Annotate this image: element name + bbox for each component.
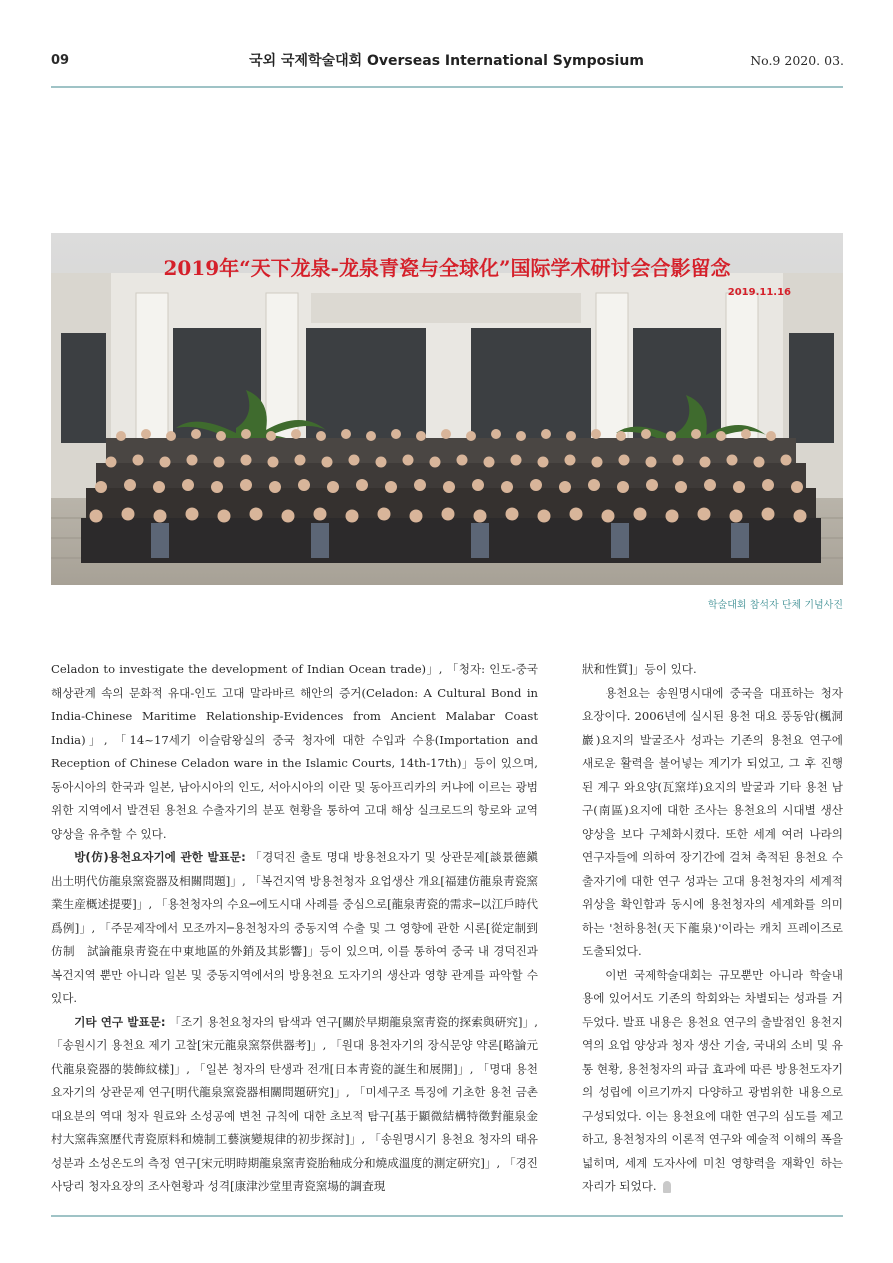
text-column-right — [582, 658, 843, 1199]
photo-banner-text: 2019年“天下龙泉-龙泉青瓷与全球化”国际学术研讨会合影留念 — [163, 256, 731, 280]
paragraph — [51, 846, 538, 1011]
section-lead: 방(仿)용천요자기에 관한 발표문: — [74, 850, 246, 864]
running-title: 국외 국제학술대회 Overseas International Symposium — [249, 53, 644, 69]
paragraph-text: 「경덕진 출토 명대 방용천요자기 및 상관문제[談景德鎭出土明代仿龍泉窯瓷器及相關問題]」, 「복건지역 방용천청자 요업생산 개요[福建仿龍泉靑瓷窯業生産概述提要]」, 「용천청자의 수요─에도시대 사례를 중심으로[龍泉靑瓷的需求─以江戶時代爲例]」, 「주문제작에서 모조까지─용천청자의 중동지역 수출 및 그 영향에 관한 시론[從定制到仿制 試論龍泉靑瓷在中東地區的外銷及其影響]」등이 있으며, 이를 통하여 중국 내 경덕진과 복건지역 뿐만 아니라 일본 및 중동지역에서의 방용천요 도자기의 생산과 영향 관계를 파악할 수 있다. — [51, 850, 538, 1005]
issue-label: No.9 2020. 03. — [750, 53, 844, 68]
page-number: 09 — [51, 53, 70, 68]
paragraph: 용천요는 송원명시대에 중국을 대표하는 청자요장이다. 2006년에 실시된 용천 대요 풍동암(楓洞巖)요지의 발굴조사 성과는 기존의 용천요 연구에 새로운 활력을 불어넣는 계기가 되었고, 그 후 진행된 계구 와요양(瓦窯垟)요지의 발굴과 기타 용천 남구(南區)요지에 대한 조사는 용천요의 시대별 생산 양상을 보다 구체화시켰다. 또한 세계 여러 나라의 연구자들에 의하여 장기간에 걸쳐 축적된 용천요 수출자기에 대한 연구 성과는 고대 용천청자의 세계적 위상을 확인함과 동시에 용천청자의 세계화를 의미하는 '천하용천(天下龍泉)'이라는 캐치 프레이즈로 도출되었다. — [582, 685, 843, 958]
paragraph-text: 이번 국제학술대회는 규모뿐만 아니라 학술내용에 있어서도 기존의 학회와는 차별되는 성과를 거두었다. 발표 내용은 용천요 연구의 출발점인 용천지역의 요업 양상과 청자 생산 기술, 국내외 소비 및 유통 현황, 용천청자의 파급 효과에 따른 방용천도자기의 성립에 이르기까지 다양하고 광범위한 내용으로 구성되었다. 이는 용천요에 대한 연구의 심도를 제고하고, 용천청자의 이론적 연구와 예술적 이해의 폭을 넓히며, 세계 도자사에 미친 영향력을 재확인 하는 자리가 되었다. — [582, 967, 843, 1193]
group-photo-illustration — [51, 233, 843, 585]
end-mark-icon — [663, 1181, 671, 1193]
group-photo — [51, 233, 843, 585]
paragraph-text: 「조기 용천요청자의 탐색과 연구[關於早期龍泉窯靑瓷的探索與硏究]」, 「송원시기 용천요 제기 고찰[宋元龍泉窯祭供器考]」, 「원대 용천자기의 장식문양 약론[略論元代龍泉瓷器的裝飾紋樣]」, 「일본 청자의 탄생과 전개[日本靑瓷的誕生和展開]」, 「명대 용천요자기의 상관문제 연구[明代龍泉窯瓷器相關問題硏究]」, 「미세구조 특징에 기초한 용천 금촌 대요분의 역대 청자 원료와 소성공예 변천 규칙에 대한 초보적 탐구[基于顯微結構特徵對龍泉金村大窯犇窯歷代靑瓷原料和燒制工藝演變規律的初步探討]」, 「송원명시기 용천요 청자의 태유 성분과 소성온도의 측정 연구[宋元明時期龍泉窯靑瓷胎釉成分和燒成溫度的測定硏究]」, 「경진 사당리 청자요장의 조사현황과 성격[康津沙堂里靑瓷窯場的調査現 — [51, 1014, 538, 1193]
paragraph: Celadon to investigate the development of Indian Ocean trade)」, 「청자: 인도-중국 해상관계 속의 문화적 유대-인도 고대 말라바르 해안의 증거(Celadon: A Cultural Bond in India-Chinese Maritime Relationship-Evidences from Ancient Malabar Coast India)」, 「14~17세기 이슬람왕실의 중국 청자에 대한 수입과 수용(Importation and Reception of Chinese Celadon ware in the Islamic Courts, 14th-17th)」등이 있으며, 동아시아의 한국과 일본, 남아시아의 인도, 서아시아의 이란 및 동아프리카의 커냐에 이르는 광범위한 지역에서 발견된 용천요 수출자기의 분포 현황을 통하여 고대 해상 실크로드의 항로와 교역 양상을 유추할 수 있다. — [51, 662, 538, 841]
paragraph — [582, 964, 843, 1199]
photo-caption: 학술대회 참석자 단체 기념사진 — [707, 600, 843, 611]
footer-rule — [51, 1215, 843, 1217]
page-header — [0, 0, 893, 92]
section-lead: 기타 연구 발표문: — [74, 1014, 166, 1029]
paragraph — [51, 1011, 538, 1199]
paragraph: 狀和性質]」등이 있다. — [582, 662, 697, 676]
header-rule — [51, 86, 843, 88]
photo-banner-date: 2019.11.16 — [727, 287, 791, 298]
text-column-left — [51, 658, 538, 1199]
